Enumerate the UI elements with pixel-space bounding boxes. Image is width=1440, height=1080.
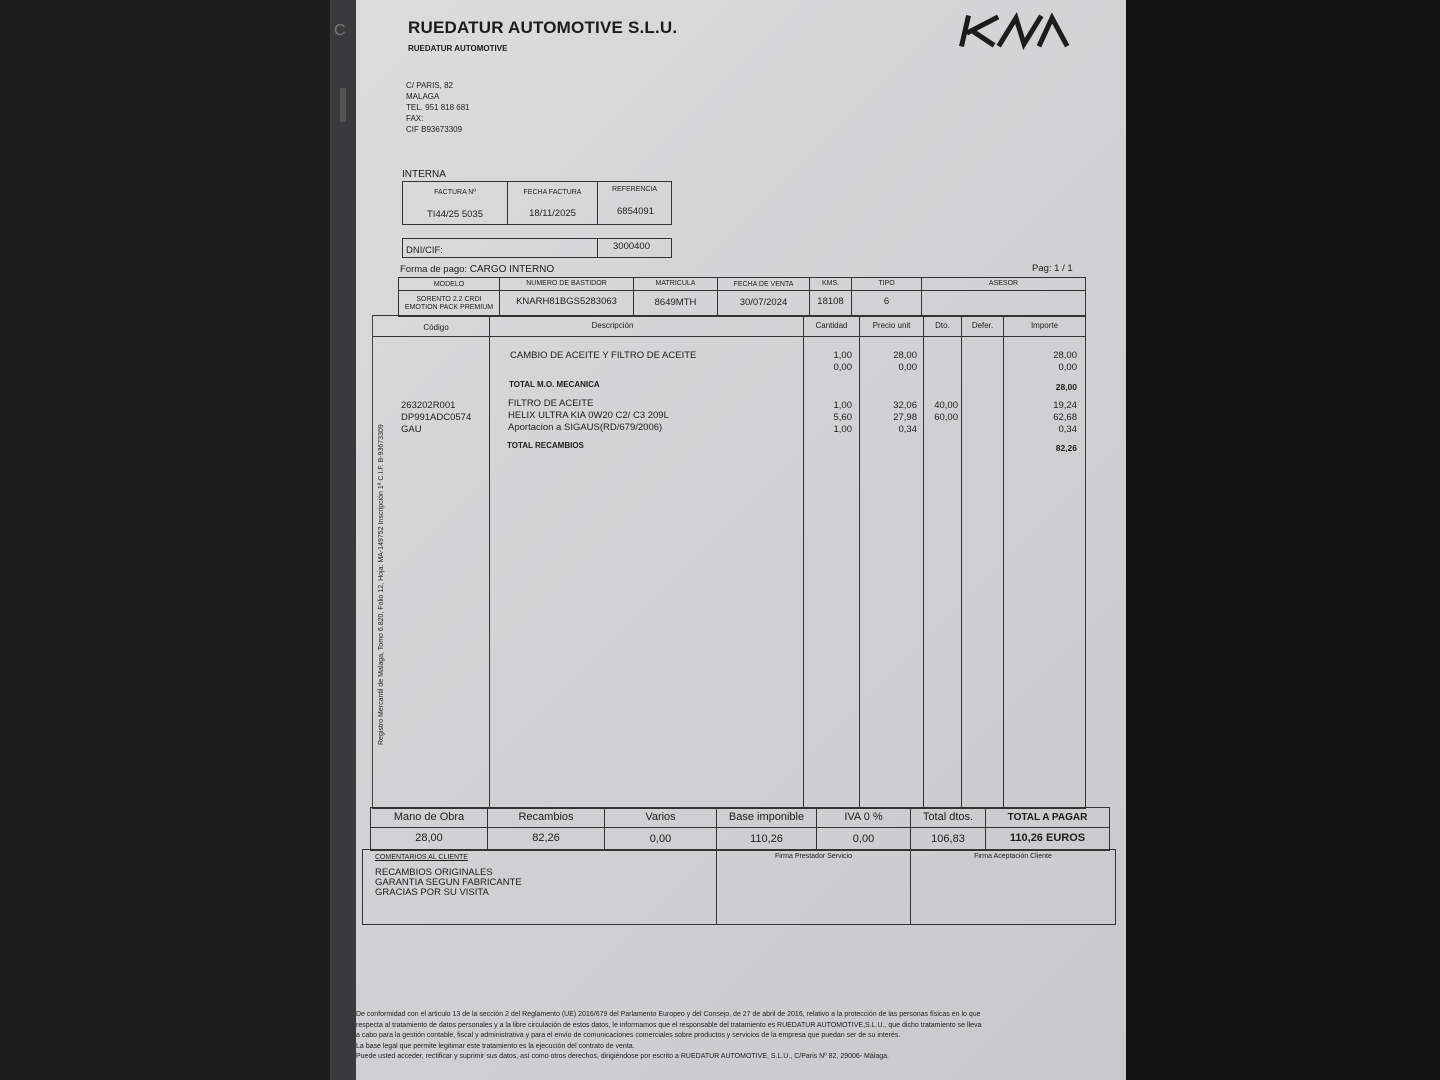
part-code: 263202R001 [401,400,456,411]
dark-background [1125,0,1440,1080]
plate-header: MATRICULA [655,280,696,287]
model-line: EMOTION PACK PREMIUM [404,304,494,311]
total-to-pay: 110,26 EUROS [1009,832,1086,844]
invoice-box [402,181,672,225]
part-code: DP991ADC0574 [401,412,472,423]
quantity-value: 1,00 [833,350,852,361]
invoice-date-header: FECHA FACTURA [523,189,582,196]
vin-header: NUMERO DE BASTIDOR [526,280,607,287]
type-value: 6 [883,296,890,307]
comments-label: COMENTARIOS AL CLIENTE [375,854,468,861]
code-header: Código [423,323,449,332]
type-header: TIPO [878,280,895,287]
amount-header: Importe [1030,321,1059,330]
labor-price [860,350,917,374]
payment-value: CARGO INTERNO [469,264,555,275]
amount-value: 62,68 [1053,412,1077,423]
part-code: GAU [401,424,422,435]
discounts-total: 106,83 [931,833,965,845]
vat-header: IVA 0 % [844,811,883,823]
sale-date-header: FECHA DE VENTA [733,281,794,288]
invoice-document [356,0,1126,1080]
part-discounts [924,400,958,424]
amount-value: 0,00 [1058,362,1077,373]
dni-box [402,238,672,258]
comment-line: GARANTIA SEGUN FABRICANTE [375,877,522,888]
sale-date-value: 30/07/2024 [739,297,788,308]
labor-quantity [804,350,852,374]
price-value: 32,06 [893,400,917,411]
quantity-value: 1,00 [833,400,852,411]
parts-total-label: TOTAL RECAMBIOS [507,441,584,450]
discount-header: Dto. [935,321,950,330]
section-label: INTERNA [402,169,446,180]
description-header: Descripción [591,321,634,330]
totals-table [370,807,1110,851]
reference-header: REFERENCIA [611,186,658,193]
payment-method [400,264,554,275]
vat-total: 0,00 [852,833,875,845]
client-signature-label: Firma Aceptación Cliente [974,853,1052,860]
lines-table [372,315,1086,809]
invoice-date: 18/11/2025 [529,208,576,219]
model-value [399,296,499,312]
payment-label: Forma de pago: [400,264,468,275]
price-value: 0,34 [898,424,917,435]
company-address [406,80,470,135]
address-line: C/ PARIS, 82 [406,81,453,90]
legal-line: respecta al tratamiento de datos personales y a la libre circulación de estos datos, le informamos que el responsable del tratamiento es RUEDATUR AUTOMOTIVE,S.L.U., que dicho tratamiento se lleva [356,1021,982,1029]
deferred-header: Defer. [971,321,994,330]
invoice-number-header: FACTURA Nº [434,189,476,196]
page-number: Pag: 1 / 1 [1032,263,1073,274]
window-edge-bar [340,88,346,122]
part-amounts [1004,400,1077,436]
kia-logo [956,10,1076,50]
quantity-value: 1,00 [833,424,852,435]
price-value: 27,98 [893,412,917,423]
part-description: Aportacion a SIGAUS(RD/679/2006) [508,422,663,433]
dni-value: 3000400 [613,241,650,252]
labor-amount [1004,350,1077,374]
plate-value: 8649MTH [654,297,697,308]
labor-description: CAMBIO DE ACEITE Y FILTRO DE ACEITE [510,350,697,361]
part-description: HELIX ULTRA KIA 0W20 C2/ C3 209L [508,410,669,421]
parts-total: 82,26 [532,832,560,844]
quantity-value: 5,60 [833,412,852,423]
vin-value: KNARH81BGS5283063 [516,296,617,307]
amount-value: 19,24 [1053,400,1077,411]
legal-line: De conformidad con el articulo 13 de la sección 2 del Reglamento (UE) 2016/679 del Parlamento Europeo y del Consejo, de 27 de abril de 2016, relativo a la protección de las personas físicas en lo que [356,1011,981,1018]
invoice-number: TI44/25 5035 [427,209,483,220]
tax-base-header: Base imponible [728,811,805,823]
discount-value: 60,00 [934,412,958,423]
comment-line: GRACIAS POR SU VISITA [375,887,489,898]
registry-text: Registro Mercantil de Malaga, Tomo 6.820, Folio 12, Hoja: MA-149752 Inscripción 1ª C.I.F. B-93673309 [378,424,385,745]
dni-label: DNI/CIF: [406,245,443,256]
comment-line: RECAMBIOS ORIGINALES [375,867,493,878]
window-edge-glyph: C [334,22,346,39]
address-line: MALAGA [406,92,440,101]
parts-header: Recambios [518,811,574,823]
quantity-header: Cantidad [815,321,848,330]
advisor-header: ASESOR [988,280,1019,287]
labor-total-label: TOTAL M.O. MECANICA [509,380,600,389]
labor-total-value: 28,00 [1055,382,1077,392]
comments-box [362,849,1116,925]
misc-header: Varios [645,811,676,823]
part-prices [860,400,917,436]
address-line: FAX: [406,114,424,123]
labor-header: Mano de Obra [393,811,465,823]
amount-value: 0,34 [1058,424,1077,435]
price-value: 0,00 [898,362,917,373]
model-line: SORENTO 2.2 CRDI [416,296,482,303]
discounts-total-header: Total dtos. [922,811,974,823]
legal-line: Puede usted acceder, rectificar y suprimir sus datos, así como otros derechos, dirigiéndose por escrito a RUEDATUR AUTOMOTIVE, S.L.U., C/Paris Nº 82, 29006- Málaga. [356,1053,889,1060]
part-description: FILTRO DE ACEITE [508,398,594,409]
part-descriptions [508,398,669,434]
kms-header: KMS. [821,280,840,287]
total-to-pay-header: TOTAL A PAGAR [1007,812,1088,823]
labor-total: 28,00 [415,832,443,844]
unit-price-header: Precio unit [872,321,911,330]
amount-value: 28,00 [1053,350,1077,361]
legal-line: a cabo para la gestión contable, fiscal y administrativa y para el envío de comunicaciones comerciales sobre productos y servicios de la empresa que puedan ser de su interés. [356,1032,901,1039]
legal-notice [356,1010,1126,1063]
part-codes [401,400,471,436]
company-subname: RUEDATUR AUTOMOTIVE [408,44,508,53]
model-header: MODELO [433,281,465,288]
kms-value: 18108 [817,296,844,307]
reference-value: 6854091 [617,206,654,217]
discount-value: 40,00 [934,400,958,411]
misc-total: 0,00 [649,833,672,845]
tax-base-total: 110,26 [750,833,783,845]
legal-line: La base legal que permite legitimar este tratamiento es la ejecución del contrato de venta. [356,1042,635,1050]
provider-signature-label: Firma Prestador Servicio [774,853,853,860]
parts-total-value: 82,26 [1055,443,1077,453]
part-quantities [804,400,852,436]
address-line: CIF B93673309 [406,125,463,134]
price-value: 28,00 [893,350,917,361]
comments-lines [375,868,522,898]
address-line: TEL. 951 818 681 [406,103,470,112]
company-name: RUEDATUR AUTOMOTIVE S.L.U. [408,18,678,37]
vehicle-table [398,277,1086,317]
quantity-value: 0,00 [833,362,852,373]
